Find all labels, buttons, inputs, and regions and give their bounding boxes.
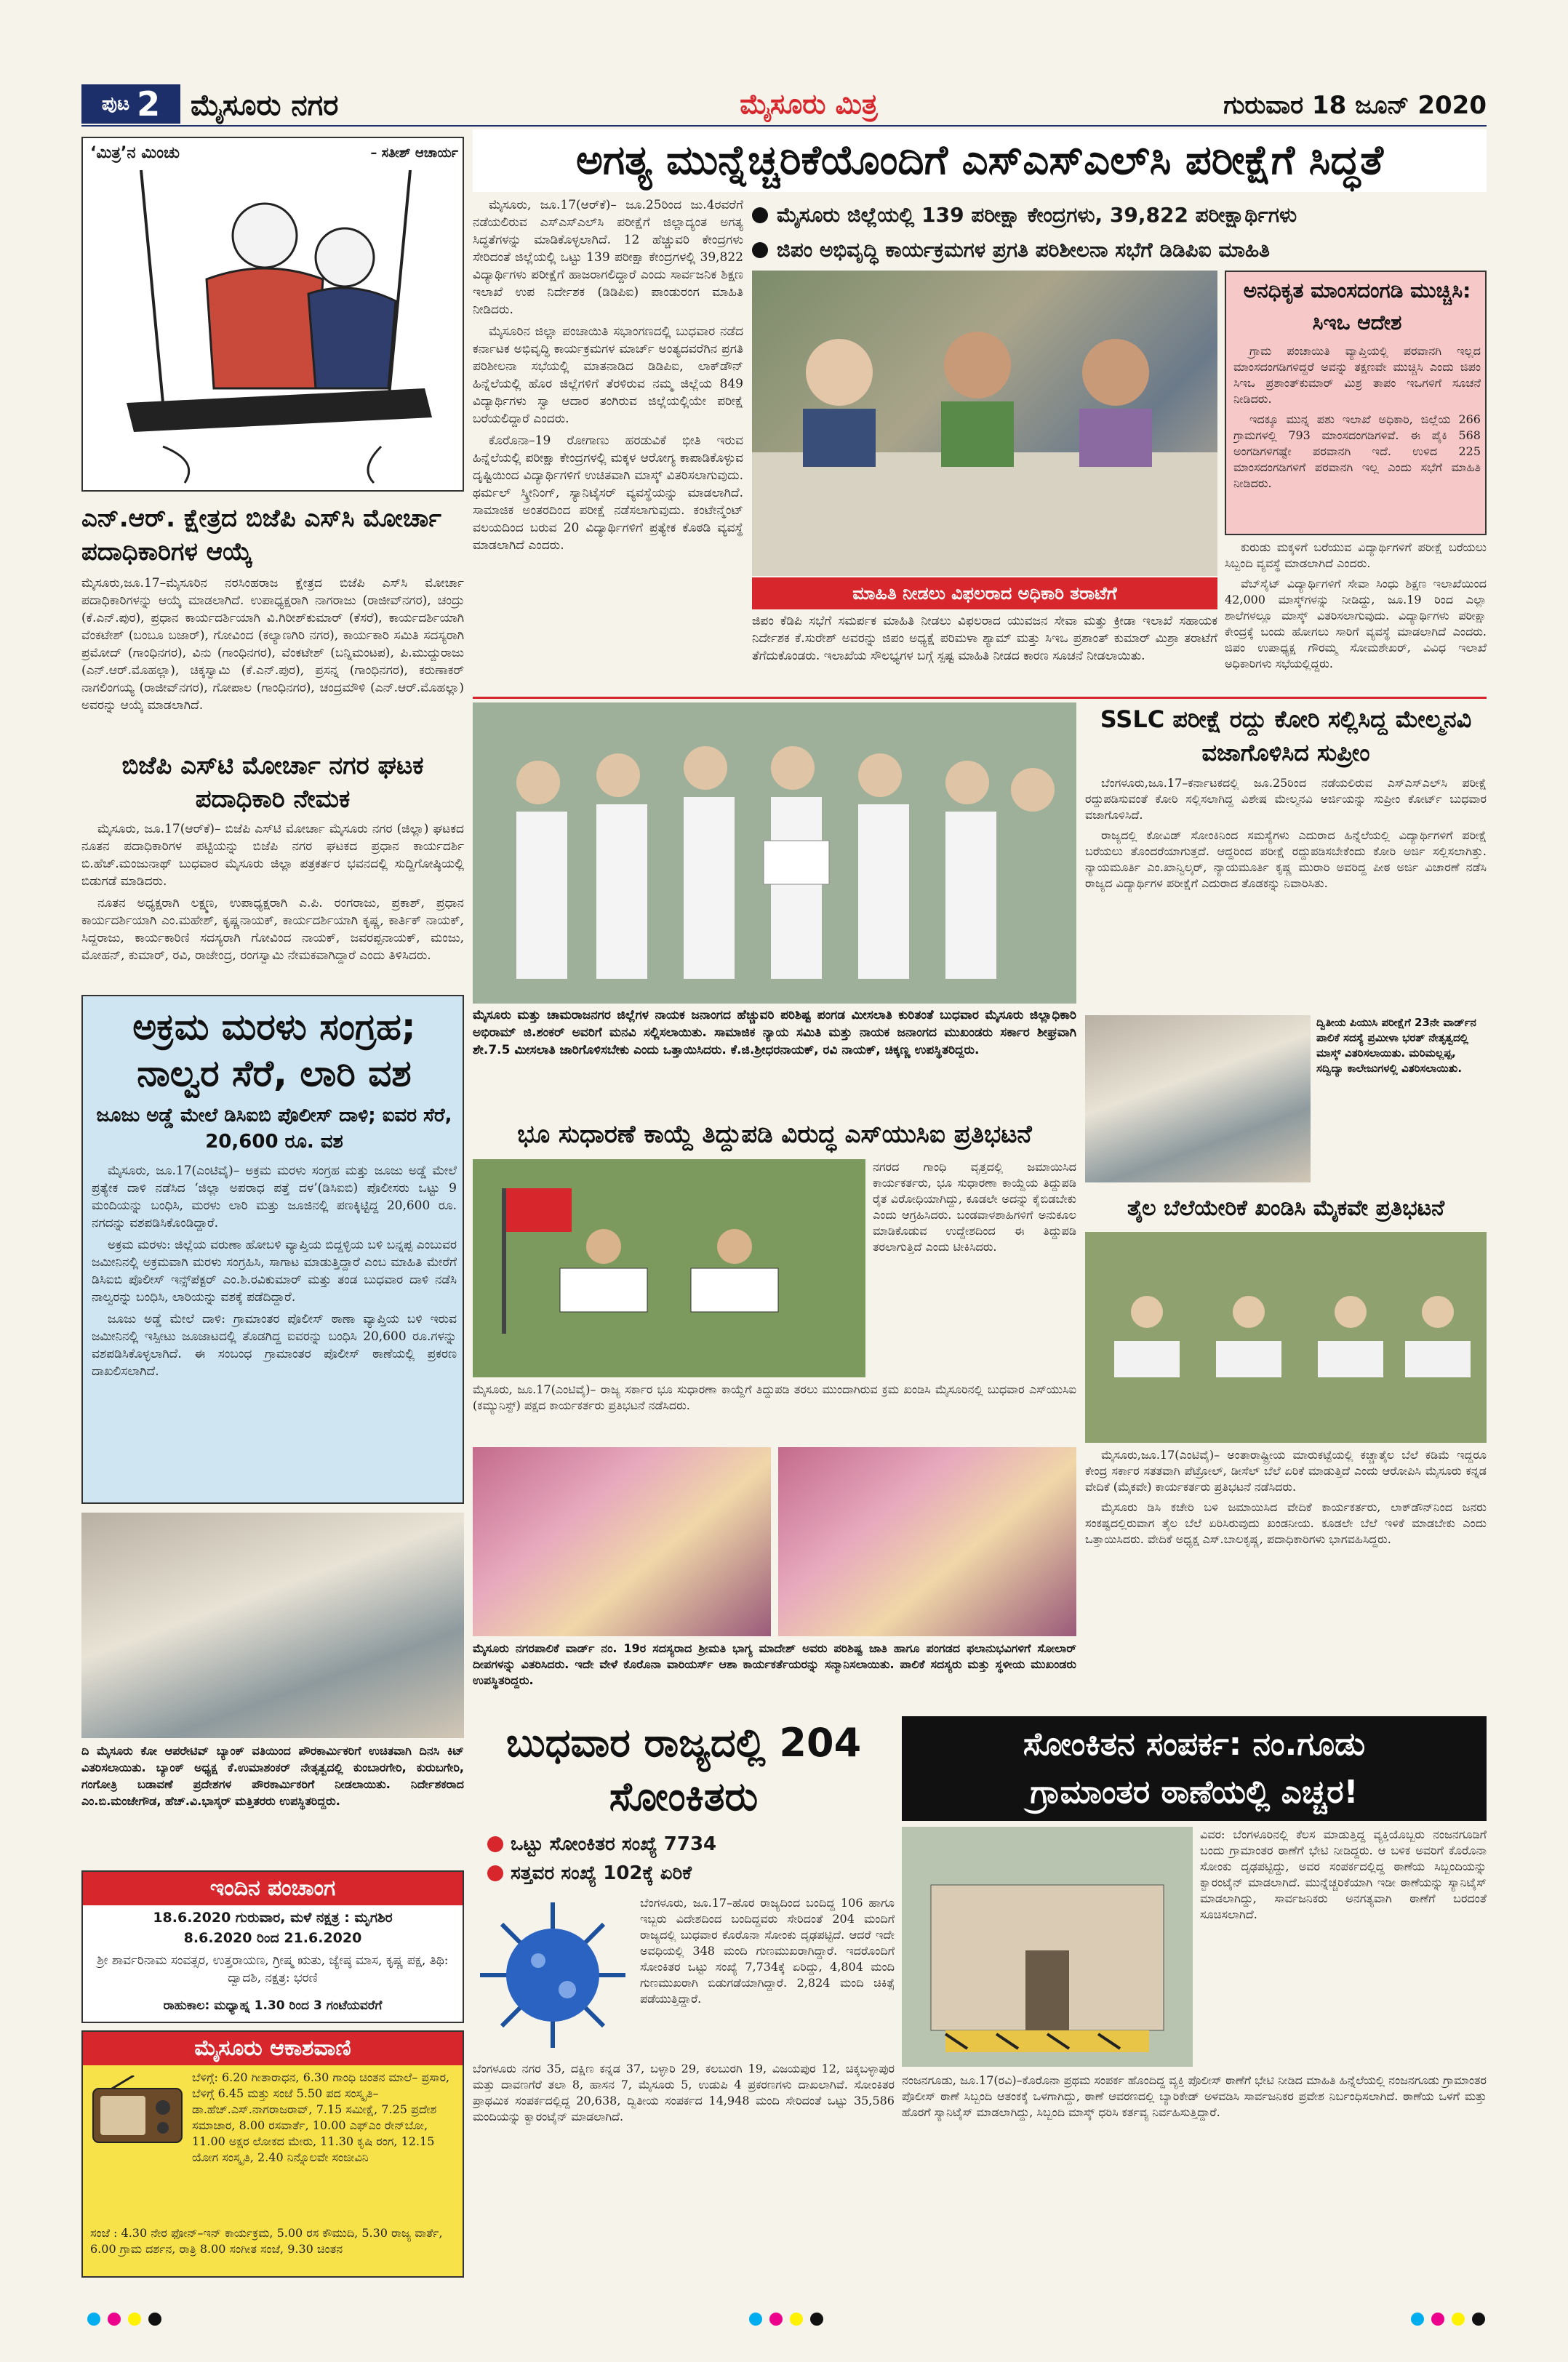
dharna-caption: ಮೈಸೂರು ಮತ್ತು ಚಾಮರಾಜನಗರ ಜಿಲ್ಲೆಗಳ ನಾಯಕ ಜನಾಂಗದ ಹೆಚ್ಚುವರಿ ಪರಿಶಿಷ್ಟ ಪಂಗಡ ಮೀಸಲಾತಿ ಕುರಿತಂತೆ ಬುಧವಾರ ಮೈಸೂರು ಜಿಲ್ಲಾಧಿಕಾರಿ ಅಭಿರಾಮ್ ಜಿ.ಶಂಕರ್ ಅವರಿಗೆ ಮನವಿ ಸಲ್ಲಿಸಲಾಯಿತು. ಸಾಮಾಜಿಕ ನ್ಯಾಯ ಸಮಿತಿ ಮತ್ತು ನಾಯಕ ಜನಾಂಗದ ಮುಖಂಡರು ಸರ್ಕಾರ ಶೀಘ್ರವಾಗಿ ಶೇ.7.5 ಮೀಸಲಾತಿ ಜಾರಿಗೊಳಿಸಬೇಕು ಎಂದು ಒತ್ತಾಯಿಸಿದರು. ಕೆ.ಜಿ.ಶ್ರೀಧರನಾಯಕ್, ರವಿ ನಾಯಕ್, ಚಿಕ್ಕಣ್ಣ ಉಪಸ್ಥಿತರಿದ್ದರು.	[473, 1008, 1076, 1057]
mask-caption: ದ್ವಿತೀಯ ಪಿಯುಸಿ ಪರೀಕ್ಷೆಗೆ 23ನೇ ವಾರ್ಡ್‌ನ ಪಾಲಿಕೆ ಸದಸ್ಯೆ ಪ್ರಮೀಳಾ ಭರತ್ ನೇತೃತ್ವದಲ್ಲಿ ಮಾಸ್ಕ್ ವಿತರಿಸಲಾಯಿತು. ಮರಿಮಲ್ಲಪ್ಪ, ಸದ್ವಿದ್ಯಾ ಕಾಲೇಜುಗಳಲ್ಲಿ ವಿತರಿಸಲಾಯಿತು.	[1316, 1016, 1476, 1075]
police-headline-1: ಸೋಂಕಿತನ ಸಂಪರ್ಕ: ನಂ.ಗೂಡು	[1023, 1726, 1366, 1763]
virus-icon	[473, 1895, 633, 2055]
radio-evening: ಸಂಜೆ : 4.30 ನೇರ ಫೋನ್–ಇನ್ ಕಾರ್ಯಕ್ರಮ, 5.00 ರಸ ಕೌಮುದಿ, 5.30 ರಾಜ್ಯ ವಾರ್ತೆ, 6.00 ಗ್ರಾಮ ದರ್ಶನ, ರಾತ್ರಿ 8.00 ಸಂಗೀತ ಸಂಜೆ, 9.30 ಚಿಂತನ	[90, 2226, 443, 2256]
section-name: ಮೈಸೂರು ನಗರ	[191, 89, 339, 122]
masthead-logo: ಮೈಸೂರು ಮಿತ್ರ	[740, 87, 878, 120]
meat-article	[1225, 271, 1487, 535]
registration-mark-cyan	[749, 2313, 762, 2326]
mask-photo	[1085, 1015, 1311, 1182]
lead-bullet-1-text: ಮೈಸೂರು ಜಿಲ್ಲೆಯಲ್ಲಿ 139 ಪರೀಕ್ಷಾ ಕೇಂದ್ರಗಳು, 39,822 ಪರೀಕ್ಷಾರ್ಥಿಗಳು	[777, 203, 1297, 227]
police-headline-2: ಗ್ರಾಮಾಂತರ ಠಾಣೆಯಲ್ಲಿ ಎಚ್ಚರ!	[1030, 1774, 1359, 1811]
registration-mark-black	[148, 2313, 161, 2326]
panchanga-date: 18.6.2020 ಗುರುವಾರ, ಮಳೆ ನಕ್ಷತ್ರ : ಮೃಗಶಿರ	[153, 1910, 393, 1926]
registration-mark-black	[810, 2313, 823, 2326]
meat-para-1: ಗ್ರಾಮ ಪಂಚಾಯಿತಿ ವ್ಯಾಪ್ತಿಯಲ್ಲಿ ಪರವಾನಗಿ ಇಲ್ಲದ ಮಾಂಸದಂಗಡಿಗಳಿದ್ದರೆ ಅವನ್ನು ತಕ್ಷಣವೇ ಮುಚ್ಚಿಸಿ ಎಂದು ಜಿಪಂ ಸಿಇಒ ಪ್ರಶಾಂತ್‌ಕುಮಾರ್ ಮಿಶ್ರ ತಾಪಂ ಇಒಗಳಿಗೆ ಸೂಚನೆ ನೀಡಿದರು.	[1233, 344, 1481, 406]
sand-para-1: ಮೈಸೂರು, ಜೂ.17(ಎಂಟಿವೈ)– ಅಕ್ರಮ ಮರಳು ಸಂಗ್ರಹ ಮತ್ತು ಜೂಜು ಅಡ್ಡೆ ಮೇಲೆ ಪ್ರತ್ಯೇಕ ದಾಳಿ ನಡೆಸಿದ ‘ಜಿಲ್ಲಾ ಅಪರಾಧ ಪತ್ತೆ ದಳ’(ಡಿಸಿಐಬಿ) ಪೊಲೀಸರು ಒಟ್ಟು 9 ಮಂದಿಯನ್ನು ಬಂಧಿಸಿ, ಮರಳು ಲಾರಿ ಮತ್ತು ಜೂಜಿನಲ್ಲಿ ಪಣಕ್ಕಿಟ್ಟಿದ್ದ 20,600 ರೂ. ನಗದನ್ನು ವಶಪಡಿಸಿಕೊಂಡಿದ್ದಾರೆ.	[92, 1164, 457, 1230]
meat-cont-1: ಕುರುಡು ಮಕ್ಕಳಿಗೆ ಬರೆಯುವ ವಿದ್ಯಾರ್ಥಿಗಳಿಗೆ ಪರೀಕ್ಷೆ ಬರೆಯಲು ಸಿಬ್ಬಂದಿ ವ್ಯವಸ್ಥೆ ಮಾಡಲಾಗಿದೆ ಎಂದರು.	[1225, 540, 1487, 570]
sand-headline: ಅಕ್ರಮ ಮರಳು ಸಂಗ್ರಹ; ನಾಲ್ವರ ಸೆರೆ, ಲಾರಿ ವಶ	[132, 1006, 416, 1094]
page-number-badge	[81, 84, 180, 124]
meat-headline: ಅನಧಿಕೃತ ಮಾಂಸದಂಗಡಿ ಮುಚ್ಚಿಸಿ: ಸಿಇಒ ಆದೇಶ	[1243, 279, 1471, 335]
bank-caption: ದಿ ಮೈಸೂರು ಕೋ ಆಪರೇಟಿವ್ ಬ್ಯಾಂಕ್ ವತಿಯಿಂದ ಪೌರಕಾರ್ಮಿಕರಿಗೆ ಉಚಿತವಾಗಿ ದಿನಸಿ ಕಿಟ್ ವಿತರಿಸಲಾಯಿತು. ಬ್ಯಾಂಕ್ ಅಧ್ಯಕ್ಷ ಕೆ.ಉಮಾಶಂಕರ್ ನೇತೃತ್ವದಲ್ಲಿ ಕುಂಬಾರಗೇರಿ, ಕುರುಬಗೇರಿ, ಗಂಗೋತ್ರಿ ಬಡಾವಣೆ ಪ್ರದೇಶಗಳ ಪೌರಕಾರ್ಮಿಕರಿಗೆ ನೀಡಲಾಯಿತು. ನಿರ್ದೇಶಕರಾದ ಎಂ.ಬಿ.ಮಂಜೇಗೌಡ, ಹೆಚ್.ವಿ.ಭಾಸ್ಕರ್ ಮತ್ತಿತರರು ಉಪಸ್ಥಿತರಿದ್ದರು.	[81, 1744, 464, 1808]
dharna-photo	[473, 702, 1076, 1004]
cartoon-title: ‘ಮಿತ್ರ’ನ ಮಿಂಚು	[90, 144, 180, 162]
bjp-st-body	[81, 820, 464, 989]
bullet-icon	[752, 207, 768, 223]
oil-para-1: ಮೈಸೂರು,ಜೂ.17(ಎಂಟಿವೈ)– ಅಂತಾರಾಷ್ಟ್ರೀಯ ಮಾರುಕಟ್ಟೆಯಲ್ಲಿ ಕಚ್ಚಾತೈಲ ಬೆಲೆ ಕಡಿಮೆ ಇದ್ದರೂ ಕೇಂದ್ರ ಸರ್ಕಾರ ಸತತವಾಗಿ ಪೆಟ್ರೋಲ್, ಡೀಸೆಲ್ ಬೆಲೆ ಏರಿಕೆ ಮಾಡುತ್ತಿದೆ ಎಂದು ಆರೋಪಿಸಿ ಮೈಸೂರು ಕನ್ನಡ ವೇದಿಕೆ (ಮೈಕವೇ) ಕಾರ್ಯಕರ್ತರು ಪ್ರತಿಭಟನೆ ನಡೆಸಿದರು.	[1085, 1448, 1487, 1494]
oil-photo	[1085, 1232, 1487, 1443]
sand-para-3: ಜೂಜು ಅಡ್ಡೆ ಮೇಲೆ ದಾಳಿ: ಗ್ರಾಮಾಂತರ ಪೊಲೀಸ್ ಠಾಣಾ ವ್ಯಾಪ್ತಿಯ ಬಳಿ ಇರುವ ಜಮೀನಿನಲ್ಲಿ ಇಸ್ಪೀಟು ಜೂಜಾಟದಲ್ಲಿ ತೊಡಗಿದ್ದ ಐವರನ್ನು ಬಂಧಿಸಿ 20,600 ರೂ.ಗಳನ್ನು ವಶಪಡಿಸಿಕೊಳ್ಳಲಾಗಿದೆ. ಈ ಸಂಬಂಧ ಗ್ರಾಮಾಂತರ ಪೊಲೀಸ್ ಠಾಣೆಯಲ್ಲಿ ಪ್ರಕರಣ ದಾಖಲಿಸಲಾಗಿದೆ.	[92, 1312, 457, 1379]
panchanga-body: ಶ್ರೀ ಶಾರ್ವರಿನಾಮ ಸಂವತ್ಸರ, ಉತ್ತರಾಯಣ, ಗ್ರೀಷ್ಮ ಋತು, ಜ್ಯೇಷ್ಠ ಮಾಸ, ಕೃಷ್ಣ ಪಕ್ಷ, ತಿಥಿ: ದ್ವಾದಶಿ, ನಕ್ಷತ್ರ: ಭರಣಿ	[97, 1953, 449, 1985]
oil-body	[1085, 1447, 1487, 1710]
sand-article	[81, 995, 464, 1504]
bullet-icon	[752, 242, 768, 258]
bjp-sc-body: ಮೈಸೂರು,ಜೂ.17–ಮೈಸೂರಿನ ನರಸಿಂಹರಾಜ ಕ್ಷೇತ್ರದ ಬಿಜೆಪಿ ಎಸ್‌ಸಿ ಮೋರ್ಚಾ ಪದಾಧಿಕಾರಿಗಳನ್ನು ಆಯ್ಕೆ ಮಾಡಲಾಗಿದೆ. ಉಪಾಧ್ಯಕ್ಷರಾಗಿ ನಾಗರಾಜು (ರಾಜೀವ್‌ನಗರ), ಚಂದ್ರು (ಕೆ.ಎನ್.ಪುರ), ಪ್ರಧಾನ ಕಾರ್ಯದರ್ಶಿಯಾಗಿ ವಿ.ಗಿರೀಶ್‌ಕುಮಾರ್ (ಕೆಸರೆ), ಕಾರ್ಯದರ್ಶಿಯಾಗಿ ವೆಂಕಟೇಶ್ (ಬಂಬೂ ಬಜಾರ್), ಗೋವಿಂದ (ಕಲ್ಯಾಣಗಿರಿ ನಗರ), ಕಾರ್ಯಕಾರಿ ಸಮಿತಿ ಸದಸ್ಯರಾಗಿ ಪ್ರಮೋದ್ (ಗಾಂಧಿನಗರ), ವಿನು (ಗಾಂಧಿನಗರ), ವೆಂಕಟೇಶ್ (ಬನ್ನಿಮಂಟಪ), ಪಿ.ಮುದ್ದುರಾಜು (ಎನ್.ಆರ್.ಮೊಹಲ್ಲಾ), ಚಿಕ್ಕಸ್ವಾಮಿ (ಕೆ.ಎನ್.ಪುರ), ಪ್ರಸನ್ನ (ಗಾಂಧಿನಗರ), ಕರುಣಾಕರ್ ನಾಗಲಿಂಗಯ್ಯ (ರಾಜೀವ್‌ನಗರ), ಗೋಪಾಲ (ಗಾಂಧಿನಗರ), ಚಂದ್ರಮೌಳಿ (ಎನ್.ಆರ್.ಮೊಹಲ್ಲಾ) ಅವರನ್ನು ಆಯ್ಕೆ ಮಾಡಲಾಗಿದೆ.	[81, 576, 464, 713]
covid-headline: ಬುಧವಾರ ರಾಜ್ಯದಲ್ಲಿ 204 ಸೋಂಕಿತರು	[505, 1720, 862, 1819]
lead-para-1: ಮೈಸೂರು, ಜೂ.17(ಆರ್‌ಕೆ)– ಜೂ.25ರಿಂದ ಜು.4ರವರೆಗೆ ನಡೆಯಲಿರುವ ಎಸ್‌ಎಸ್‌ಎಲ್‌ಸಿ ಪರೀಕ್ಷೆಗೆ ಜಿಲ್ಲಾದ್ಯಂತ ಅಗತ್ಯ ಸಿದ್ಧತೆಗಳನ್ನು ಮಾಡಿಕೊಳ್ಳಲಾಗಿದೆ. 12 ಹೆಚ್ಚುವರಿ ಕೇಂದ್ರಗಳು ಸೇರಿದಂತೆ ಜಿಲ್ಲೆಯಲ್ಲಿ ಒಟ್ಟು 139 ಪರೀಕ್ಷಾ ಕೇಂದ್ರಗಳಲ್ಲಿ 39,822 ವಿದ್ಯಾರ್ಥಿಗಳು ಪರೀಕ್ಷೆಗೆ ಹಾಜರಾಗಲಿದ್ದಾರೆ ಎಂದು ಸಾರ್ವಜನಿಕ ಶಿಕ್ಷಣ ಇಲಾಖೆ ಉಪ ನಿರ್ದೇಶಕ (ಡಿಡಿಪಿಐ) ಪಾಂಡುರಂಗ ಮಾಹಿತಿ ನೀಡಿದರು.	[473, 198, 743, 317]
bjp-sc-headline: ಎನ್.ಆರ್. ಕ್ಷೇತ್ರದ ಬಿಜೆಪಿ ಎಸ್‌ಸಿ ಮೋರ್ಚಾ ಪದಾಧಿಕಾರಿಗಳ ಆಯ್ಕೆ	[81, 504, 441, 567]
registration-mark-magenta	[108, 2313, 121, 2326]
cartoon-illustration	[97, 170, 451, 484]
radio-icon	[90, 2075, 185, 2145]
lead-headline: ಅಗತ್ಯ ಮುನ್ನೆಚ್ಚರಿಕೆಯೊಂದಿಗೆ ಎಸ್‌ಎಸ್‌ಎಲ್‌ಸಿ ಪರೀಕ್ಷೆಗೆ ಸಿದ್ಧತೆ	[575, 137, 1383, 184]
sslc-cancel-body	[1085, 775, 1487, 1011]
panchanga-rahu: ರಾಹುಕಾಲ: ಮಧ್ಯಾಹ್ನ 1.30 ರಿಂದ 3 ಗಂಟೆಯವರೆಗೆ	[163, 1998, 383, 2013]
registration-mark-magenta	[769, 2313, 783, 2326]
panchanga-title: ಇಂದಿನ ಪಂಚಾಂಗ	[83, 1872, 463, 1905]
bullet-icon	[487, 1865, 503, 1881]
sslc-cancel-para-1: ಬೆಂಗಳೂರು,ಜೂ.17–ಕರ್ನಾಟಕದಲ್ಲಿ ಜೂ.25ರಿಂದ ನಡೆಯಲಿರುವ ಎಸ್‌ಎಸ್‌ಎಲ್‌ಸಿ ಪರೀಕ್ಷೆ ರದ್ದುಪಡಿಸುವಂತೆ ಕೋರಿ ಸಲ್ಲಿಸಲಾಗಿದ್ದ ವಿಶೇಷ ಮೇಲ್ಮನವಿ ಅರ್ಜಿಯನ್ನು ಸುಪ್ರೀಂ ಕೋರ್ಟ್ ಬುಧವಾರ ವಜಾಗೊಳಿಸಿದೆ.	[1085, 776, 1487, 822]
police-side-text: ವಿವರ: ಬೆಂಗಳೂರಿನಲ್ಲಿ ಕೆಲಸ ಮಾಡುತ್ತಿದ್ದ ವ್ಯಕ್ತಿಯೊಬ್ಬರು ನಂಜನಗೂಡಿಗೆ ಬಂದು ಗ್ರಾಮಾಂತರ ಠಾಣೆಗೆ ಭೇಟಿ ನೀಡಿದ್ದರು. ಆ ಬಳಿಕ ಅವರಿಗೆ ಕೊರೊನಾ ಸೋಂಕು ದೃಢಪಟ್ಟಿದ್ದು, ಅವರ ಸಂಪರ್ಕದಲ್ಲಿದ್ದ ಠಾಣೆಯ ಸಿಬ್ಬಂದಿಯನ್ನು ಕ್ವಾರಂಟೈನ್ ಮಾಡಲಾಗಿದೆ. ಮುನ್ನೆಚ್ಚರಿಕೆಯಾಗಿ ಇಡೀ ಠಾಣೆಯನ್ನು ಸ್ಯಾನಿಟೈಸ್ ಮಾಡಲಾಗಿದ್ದು, ಸಾರ್ವಜನಿಕರು ಅನಗತ್ಯವಾಗಿ ಠಾಣೆಗೆ ಬರದಂತೆ ಸೂಚಿಸಲಾಗಿದೆ.	[1200, 1827, 1487, 1921]
oil-para-2: ಮೈಸೂರು ಡಿಸಿ ಕಚೇರಿ ಬಳಿ ಜಮಾಯಿಸಿದ ವೇದಿಕೆ ಕಾರ್ಯಕರ್ತರು, ಲಾಕ್‌ಡೌನ್‌ನಿಂದ ಜನರು ಸಂಕಷ್ಟದಲ್ಲಿರುವಾಗ ತೈಲ ಬೆಲೆ ಏರಿಸಿರುವುದು ಖಂಡನೀಯ. ಕೂಡಲೇ ಬೆಲೆ ಇಳಿಕೆ ಮಾಡಬೇಕು ಎಂದು ಒತ್ತಾಯಿಸಿದರು. ವೇದಿಕೆ ಅಧ್ಯಕ್ಷ ಎಸ್.ಬಾಲಕೃಷ್ಣ, ಪದಾಧಿಕಾರಿಗಳು ಭಾಗವಹಿಸಿದ್ದರು.	[1085, 1500, 1487, 1546]
bjp-st-headline: ಬಿಜೆಪಿ ಎಸ್‌ಟಿ ಮೋರ್ಚಾ ನಗರ ಘಟಕ ಪದಾಧಿಕಾರಿ ನೇಮಕ	[121, 751, 424, 814]
land-body-right: ನಗರದ ಗಾಂಧಿ ವೃತ್ತದಲ್ಲಿ ಜಮಾಯಿಸಿದ ಕಾರ್ಯಕರ್ತರು, ಭೂ ಸುಧಾರಣಾ ಕಾಯ್ದೆಯ ತಿದ್ದುಪಡಿ ರೈತ ವಿರೋಧಿಯಾಗಿದ್ದು, ಕೂಡಲೇ ಅದನ್ನು ಕೈಬಿಡಬೇಕು ಎಂದು ಆಗ್ರಹಿಸಿದರು. ಬಂಡವಾಳಶಾಹಿಗಳಿಗೆ ಅನುಕೂಲ ಮಾಡಿಕೊಡುವ ಉದ್ದೇಶದಿಂದ ಈ ತಿದ್ದುಪಡಿ ತರಲಾಗುತ್ತಿದೆ ಎಂದು ಟೀಕಿಸಿದರು.	[873, 1160, 1076, 1254]
lead-photo-caption-bar: ಮಾಹಿತಿ ನೀಡಲು ವಿಫಲರಾದ ಅಧಿಕಾರಿ ತರಾಟೆಗೆ	[752, 577, 1217, 609]
lead-photo	[752, 271, 1217, 576]
lead-bullet-2	[752, 233, 1487, 268]
solar-photo-left	[473, 1447, 771, 1636]
covid-bullet-2-text: ಸತ್ತವರ ಸಂಖ್ಯೆ 102ಕ್ಕೆ ಏರಿಕೆ	[511, 1862, 692, 1884]
section-divider	[473, 697, 1487, 699]
registration-mark-cyan	[1411, 2313, 1424, 2326]
bank-photo	[81, 1513, 464, 1738]
bjp-sc-article	[81, 502, 464, 743]
page-number: 2	[137, 84, 161, 124]
lead-headline-band	[473, 129, 1487, 192]
solar-photo-right	[778, 1447, 1076, 1636]
solar-caption: ಮೈಸೂರು ನಗರಪಾಲಿಕೆ ವಾರ್ಡ್ ನಂ. 19ರ ಸದಸ್ಯರಾದ ಶ್ರೀಮತಿ ಭಾಗ್ಯ ಮಾದೇಶ್ ಅವರು ಪರಿಶಿಷ್ಟ ಜಾತಿ ಹಾಗೂ ಪಂಗಡದ ಫಲಾನುಭವಿಗಳಿಗೆ ಸೋಲಾರ್ ದೀಪಗಳನ್ನು ವಿತರಿಸಿದರು. ಇದೇ ವೇಳೆ ಕೊರೊನಾ ವಾರಿಯರ್ಸ್ ಆಶಾ ಕಾರ್ಯಕರ್ತೆಯರನ್ನು ಸನ್ಮಾನಿಸಲಾಯಿತು. ಪಾಲಿಕೆ ಸದಸ್ಯರು ಮತ್ತು ಸ್ಥಳೀಯ ಮುಖಂಡರು ಉಪಸ್ಥಿತರಿದ್ದರು.	[473, 1641, 1076, 1687]
header-divider	[81, 125, 1487, 127]
meat-cont-2: ವೆಬ್‌ಸೈಟ್ ವಿದ್ಯಾರ್ಥಿಗಳಿಗೆ ಸೇವಾ ಸಿಂಧು ಶಿಕ್ಷಣ ಇಲಾಖೆಯಿಂದ 42,000 ಮಾಸ್ಕ್‌ಗಳನ್ನು ನೀಡಿದ್ದು, ಜೂ.19 ರಿಂದ ಎಲ್ಲಾ ಶಾಲೆಗಳಲ್ಲೂ ಮಾಸ್ಕ್ ವಿತರಿಸಲಾಗುವುದು. ವಿದ್ಯಾರ್ಥಿಗಳು ಪರೀಕ್ಷಾ ಕೇಂದ್ರಕ್ಕೆ ಬಂದು ಹೋಗಲು ಸಾರಿಗೆ ವ್ಯವಸ್ಥೆ ಮಾಡಲಾಗಿದೆ ಎಂದರು. ಜಿಪಂ ಉಪಾಧ್ಯಕ್ಷ ಗೌರಮ್ಮ ಸೋಮಶೇಖರ್, ವಿವಿಧ ಇಲಾಖೆ ಅಧಿಕಾರಿಗಳು ಸಭೆಯಲ್ಲಿದ್ದರು.	[1225, 577, 1487, 670]
covid-bullets	[487, 1830, 895, 1888]
bullet-icon	[487, 1836, 503, 1852]
police-body: ನಂಜನಗೂಡು, ಜೂ.17(ರವಿ)–ಕೊರೊನಾ ಪ್ರಥಮ ಸಂಪರ್ಕ ಹೊಂದಿದ್ದ ವ್ಯಕ್ತಿ ಪೊಲೀಸ್ ಠಾಣೆಗೆ ಭೇಟಿ ನೀಡಿದ ಮಾಹಿತಿ ಹಿನ್ನೆಲೆಯಲ್ಲಿ ನಂಜನಗೂಡು ಗ್ರಾಮಾಂತರ ಪೊಲೀಸ್ ಠಾಣೆ ಸಿಬ್ಬಂದಿ ಆತಂಕಕ್ಕೆ ಒಳಗಾಗಿದ್ದು, ಠಾಣೆ ಆವರಣದಲ್ಲಿ ಬ್ಯಾರಿಕೇಡ್ ಅಳವಡಿಸಿ ಸಾರ್ವಜನಿಕರ ಪ್ರವೇಶ ನಿರ್ಬಂಧಿಸಲಾಗಿದೆ. ಠಾಣೆಯ ಒಳಗೆ ಮತ್ತು ಹೊರಗೆ ಸ್ಯಾನಿಟೈಸ್ ಮಾಡಲಾಗಿದ್ದು, ಸಿಬ್ಬಂದಿ ಮಾಸ್ಕ್ ಧರಿಸಿ ಕರ್ತವ್ಯ ನಿರ್ವಹಿಸುತ್ತಿದ್ದಾರೆ.	[902, 2073, 1487, 2119]
registration-mark-yellow	[1452, 2313, 1465, 2326]
land-body-left: ಮೈಸೂರು, ಜೂ.17(ಎಂಟಿವೈ)– ರಾಜ್ಯ ಸರ್ಕಾರ ಭೂ ಸುಧಾರಣಾ ಕಾಯ್ದೆಗೆ ತಿದ್ದುಪಡಿ ತರಲು ಮುಂದಾಗಿರುವ ಕ್ರಮ ಖಂಡಿಸಿ ಮೈಸೂರಿನಲ್ಲಿ ಬುಧವಾರ ಎಸ್‌ಯುಸಿಐ (ಕಮ್ಯುನಿಸ್ಟ್) ಪಕ್ಷದ ಕಾರ್ಯಕರ್ತರು ಪ್ರತಿಭಟನೆ ನಡೆಸಿದರು.	[473, 1382, 1076, 1412]
police-headline-box	[902, 1716, 1487, 1821]
panchanga-box	[81, 1870, 464, 2023]
radio-box	[81, 2030, 464, 2278]
bjp-st-article	[81, 749, 464, 989]
radio-title: ಮೈಸೂರು ಆಕಾಶವಾಣಿ	[83, 2032, 463, 2065]
radio-morning: ಬೆಳಿಗ್ಗೆ: 6.20 ಗೀತಾರಾಧನ, 6.30 ಗಾಂಧಿ ಚಿಂತನ ಮಾಲೆ– ಪ್ರಸಾರ, ಬೆಳಿಗ್ಗೆ 6.45 ಮತ್ತು ಸಂಜೆ 5.50 ಪದ ಸಂಸ್ಕೃತಿ–ಡಾ.ಹೆಚ್.ಎಸ್.ನಾಗರಾಜರಾವ್, 7.15 ಸಮೀಕ್ಷೆ, 7.25 ಪ್ರದೇಶ ಸಮಾಚಾರ, 8.00 ರಸವಾರ್ತೆ, 10.00 ಎಫ್‌ಎಂ ರೇನ್‌ಬೋ, 11.00 ಅಕ್ಷರ ಲೋಕದ ಮೇರು, 11.30 ಕೃಷಿ ರಂಗ, 12.15 ಯೋಗ ಸಂಸ್ಕೃತಿ, 2.40 ನಿನ್ನೊಲವೇ ಸಂಜೀವಿನಿ	[192, 2070, 450, 2164]
oil-headline: ತೈಲ ಬೆಲೆಯೇರಿಕೆ ಖಂಡಿಸಿ ಮೈಕವೇ ಪ್ರತಿಭಟನೆ	[1127, 1196, 1445, 1221]
police-station-photo	[902, 1827, 1193, 2067]
lead-bullet-2-text: ಜಿಪಂ ಅಭಿವೃದ್ಧಿ ಕಾರ್ಯಕ್ರಮಗಳ ಪ್ರಗತಿ ಪರಿಶೀಲನಾ ಸಭೆಗೆ ಡಿಡಿಪಿಐ ಮಾಹಿತಿ	[777, 238, 1271, 262]
page-header	[81, 81, 1487, 127]
sslc-cancel-article	[1085, 702, 1487, 1011]
lead-para-2: ಮೈಸೂರಿನ ಜಿಲ್ಲಾ ಪಂಚಾಯಿತಿ ಸಭಾಂಗಣದಲ್ಲಿ ಬುಧವಾರ ನಡೆದ ಕರ್ನಾಟಕ ಅಭಿವೃದ್ಧಿ ಕಾರ್ಯಕ್ರಮಗಳ ಮಾರ್ಚ್ ಅಂತ್ಯದವರೆಗಿನ ಪ್ರಗತಿ ಪರಿಶೀಲನಾ ಸಭೆಯಲ್ಲಿ ಮಾತನಾಡಿದ ಡಿಡಿಪಿಐ, ಲಾಕ್‌ಡೌನ್ ಹಿನ್ನೆಲೆಯಲ್ಲಿ ಹೊರ ಜಿಲ್ಲೆಗಳಿಗೆ ತೆರಳಿರುವ ನಮ್ಮ ಜಿಲ್ಲೆಯ 849 ವಿದ್ಯಾರ್ಥಿಗಳು ಸ್ವಾ ಆದಾರ ತಂಗಿರುವ ಜಿಲ್ಲೆಯಲ್ಲಿಯೇ ಪರೀಕ್ಷೆ ಬರೆಯಲಿದ್ದಾರೆ ಎಂದರು.	[473, 324, 743, 426]
cartoon-artist: – ಸತೀಶ್ ಆಚಾರ್ಯ	[370, 145, 458, 161]
meat-continuation	[1225, 540, 1487, 691]
covid-bullet-1-text: ಒಟ್ಟು ಸೋಂಕಿತರ ಸಂಖ್ಯೆ 7734	[511, 1833, 717, 1855]
sand-subhead: ಜೂಜು ಅಡ್ಡೆ ಮೇಲೆ ಡಿಸಿಐಬಿ ಪೊಲೀಸ್ ದಾಳಿ; ಐವರ ಸೆರೆ, 20,600 ರೂ. ವಶ	[96, 1105, 452, 1153]
registration-mark-cyan	[87, 2313, 100, 2326]
lead-bullets	[752, 198, 1487, 268]
meat-para-2: ಇದಕ್ಕೂ ಮುನ್ನ ಪಶು ಇಲಾಖೆ ಅಧಿಕಾರಿ, ಜಿಲ್ಲೆಯ 266 ಗ್ರಾಮಗಳಲ್ಲಿ 793 ಮಾಂಸದಂಗಡಿಗಳಿವೆ. ಈ ಪೈಕಿ 568 ಅಂಗಡಿಗಳಿಗಷ್ಟೇ ಪರವಾನಗಿ ಇದೆ. ಉಳಿದ 225 ಮಾಂಸದಂಗಡಿಗಳಿಗೆ ಪರವಾನಗಿ ಇಲ್ಲ ಎಂದು ಸಭೆಗೆ ಮಾಹಿತಿ ನೀಡಿದರು.	[1233, 412, 1481, 490]
meat-body	[1233, 343, 1481, 532]
land-photo	[473, 1159, 865, 1377]
covid-body-2: ಬೆಂಗಳೂರು ನಗರ 35, ದಕ್ಷಿಣ ಕನ್ನಡ 37, ಬಳ್ಳಾರಿ 29, ಕಲಬುರಗಿ 19, ವಿಜಯಪುರ 12, ಚಿಕ್ಕಬಳ್ಳಾಪುರ ಮತ್ತು ದಾವಣಗೆರೆ ತಲಾ 8, ಹಾಸನ 7, ಮೈಸೂರು 5, ಉಡುಪಿ 4 ಪ್ರಕರಣಗಳು ದಾಖಲಾಗಿವೆ. ಸೋಂಕಿತರ ಪ್ರಾಥಮಿಕ ಸಂಪರ್ಕದಲ್ಲಿದ್ದ 20,638, ದ್ವಿತೀಯ ಸಂಪರ್ಕದ 14,948 ಮಂದಿ ಸೇರಿದಂತೆ ಒಟ್ಟು 35,586 ಮಂದಿಯನ್ನು ಕ್ವಾರಂಟೈನ್ ಮಾಡಲಾಗಿದೆ.	[473, 2062, 895, 2123]
sslc-cancel-para-2: ರಾಜ್ಯದಲ್ಲಿ ಕೋವಿಡ್ ಸೋಂಕಿನಿಂದ ಸಮಸ್ಯೆಗಳು ಎದುರಾದ ಹಿನ್ನೆಲೆಯಲ್ಲಿ ವಿದ್ಯಾರ್ಥಿಗಳಿಗೆ ಪರೀಕ್ಷೆ ಬರೆಯಲು ತೊಂದರೆಯಾಗುತ್ತದೆ. ಆದ್ದರಿಂದ ಪರೀಕ್ಷೆ ರದ್ದುಪಡಿಸಬೇಕೆಂದು ಕೋರಿ ಅರ್ಜಿ ಸಲ್ಲಿಸಲಾಗಿತ್ತು. ನ್ಯಾಯಮೂರ್ತಿ ಎಂ.ಖಾನ್ವಿಲ್ಕರ್, ನ್ಯಾಯಮೂರ್ತಿ ಕೃಷ್ಣ ಮುರಾರಿ ಅವರಿದ್ದ ಪೀಠ ಅರ್ಜಿ ವಿಚಾರಣೆ ನಡೆಸಿ ರಾಜ್ಯದ ವಿದ್ಯಾರ್ಥಿಗಳ ಪರೀಕ್ಷೆಗೆ ಎದುರಾದ ತೊಡಕನ್ನು ನಿವಾರಿಸಿತು.	[1085, 828, 1487, 890]
panchanga-range: 8.6.2020 ರಿಂದ 21.6.2020	[183, 1930, 362, 1946]
issue-date: ಗುರುವಾರ 18 ಜೂನ್ 2020	[1223, 91, 1487, 120]
covid-bullet-2	[487, 1859, 895, 1888]
covid-article	[473, 1716, 895, 2298]
bjp-st-para-1: ಮೈಸೂರು, ಜೂ.17(ಆರ್‌ಕೆ)– ಬಿಜೆಪಿ ಎಸ್‌ಟಿ ಮೋರ್ಚಾ ಮೈಸೂರು ನಗರ (ಜಿಲ್ಲಾ) ಘಟಕದ ನೂತನ ಪದಾಧಿಕಾರಿಗಳ ಪಟ್ಟಿಯನ್ನು ಬಿಜೆಪಿ ನಗರ ಘಟಕದ ಪ್ರಧಾನ ಕಾರ್ಯದರ್ಶಿ ಬಿ.ಹೆಚ್.ಮಂಜುನಾಥ್ ಬುಧವಾರ ಮೈಸೂರು ಜಿಲ್ಲಾ ಪತ್ರಕರ್ತರ ಭವನದಲ್ಲಿ ಸುದ್ದಿಗೋಷ್ಠಿಯಲ್ಲಿ ಬಿಡುಗಡೆ ಮಾಡಿದರು.	[81, 822, 464, 889]
covid-body-1: ಬೆಂಗಳೂರು, ಜೂ.17–ಹೊರ ರಾಜ್ಯದಿಂದ ಬಂದಿದ್ದ 106 ಹಾಗೂ ಇಬ್ಬರು ವಿದೇಶದಿಂದ ಬಂದಿದ್ದವರು ಸೇರಿದಂತೆ 204 ಮಂದಿಗೆ ರಾಜ್ಯದಲ್ಲಿ ಬುಧವಾರ ಕೊರೊನಾ ಸೋಂಕು ದೃಢಪಟ್ಟಿದೆ. ಆದರೆ ಇದೇ ಅವಧಿಯಲ್ಲಿ 348 ಮಂದಿ ಗುಣಮುಖರಾಗಿದ್ದಾರೆ. ಇದರೊಂದಿಗೆ ಸೋಂಕಿತರ ಒಟ್ಟು ಸಂಖ್ಯೆ 7,734ಕ್ಕೆ ಏರಿದ್ದು, 4,804 ಮಂದಿ ಗುಣಮುಖರಾಗಿ ಬಿಡುಗಡೆಯಾಗಿದ್ದಾರೆ. 2,824 ಮಂದಿ ಚಿಕಿತ್ಸೆ ಪಡೆಯುತ್ತಿದ್ದಾರೆ.	[640, 1896, 895, 2006]
registration-mark-magenta	[1431, 2313, 1444, 2326]
registration-mark-yellow	[128, 2313, 141, 2326]
bjp-st-para-2: ನೂತನ ಅಧ್ಯಕ್ಷರಾಗಿ ಲಕ್ಷ್ಮಣ, ಉಪಾಧ್ಯಕ್ಷರಾಗಿ ಎ.ಪಿ. ರಂಗರಾಜು, ಪ್ರಕಾಶ್, ಪ್ರಧಾನ ಕಾರ್ಯದರ್ಶಿಯಾಗಿ ಎಂ.ಮಹೇಶ್, ಕೃಷ್ಣನಾಯಕ್, ಕಾರ್ಯದರ್ಶಿಯಾಗಿ ಕೃಷ್ಣ, ಕಾರ್ತಿಕ್ ನಾಯಕ್, ಸಿದ್ದರಾಜು, ಕಾರ್ಯಕಾರಿಣಿ ಸದಸ್ಯರಾಗಿ ಗೋವಿಂದ ನಾಯಕ್, ಜವರಪ್ಪನಾಯಕ್, ಮಂಜು, ಮೋಹನ್, ಕುಮಾರ್, ರವಿ, ರಾಜೇಂದ್ರ, ರಂಗಸ್ವಾಮಿ ನೇಮಕವಾಗಿದ್ದಾರೆ ಎಂದು ತಿಳಿಸಿದರು.	[81, 896, 464, 963]
cartoon-box	[81, 137, 464, 492]
registration-mark-black	[1472, 2313, 1485, 2326]
sand-para-2: ಅಕ್ರಮ ಮರಳು: ಜಿಲ್ಲೆಯ ವರುಣಾ ಹೋಬಳಿ ವ್ಯಾಪ್ತಿಯ ಬಿದ್ದಳ್ಳಿಯ ಬಳಿ ಬನ್ನಪ್ಪ ಎಂಬುವರ ಜಮೀನಿನಲ್ಲಿ ಅಕ್ರಮವಾಗಿ ಮರಳು ಸಂಗ್ರಹಿಸಿ, ಸಾಗಾಟ ಮಾಡುತ್ತಿದ್ದಾರೆ ಎಂಬ ಮಾಹಿತಿ ಮೇರೆಗೆ ಡಿಸಿಐಬಿ ಪೊಲೀಸ್ ಇನ್ಸ್‌ಪೆಕ್ಟರ್ ಎಂ.ಶಿ.ರವಿಕುಮಾರ್ ಮತ್ತು ತಂಡ ಬುಧವಾರ ದಾಳಿ ನಡೆಸಿ ನಾಲ್ವರನ್ನು ಬಂಧಿಸಿ, ಲಾರಿಯನ್ನು ವಶಕ್ಕೆ ಪಡೆದಿದ್ದಾರೆ.	[92, 1238, 457, 1305]
lead-bullet-1	[752, 198, 1487, 233]
lead-para-3: ಕೊರೊನಾ–19 ರೋಗಾಣು ಹರಡುವಿಕೆ ಭೀತಿ ಇರುವ ಹಿನ್ನೆಲೆಯಲ್ಲಿ ಪರೀಕ್ಷಾ ಕೇಂದ್ರಗಳಲ್ಲಿ ಮಕ್ಕಳ ಆರೋಗ್ಯ ಕಾಪಾಡಿಕೊಳ್ಳುವ ದೃಷ್ಟಿಯಿಂದ ವಿದ್ಯಾರ್ಥಿಗಳಿಗೆ ಉಚಿತವಾಗಿ ಮಾಸ್ಕ್ ವಿತರಿಸಲಾಗುವುದು. ಥರ್ಮಲ್ ಸ್ಕ್ರೀನಿಂಗ್, ಸ್ಯಾನಿಟೈಸರ್ ವ್ಯವಸ್ಥೆಯನ್ನು ಮಾಡಲಾಗಿದೆ. ಸಾಮಾಜಿಕ ಅಂತರದಿಂದ ಪರೀಕ್ಷೆ ನಡೆಸಲಾಗುವುದು. ಕಂಟೇನ್ಮೆಂಟ್ ವಲಯದಿಂದ ಬರುವ 20 ವಿದ್ಯಾರ್ಥಿಗಳಿಗೆ ಪ್ರತ್ಯೇಕ ಕೊಠಡಿ ವ್ಯವಸ್ಥೆ ಮಾಡಲಾಗಿದೆ ಎಂದರು.	[473, 433, 743, 553]
page-label: ಪುಟ	[101, 92, 130, 115]
covid-bullet-1	[487, 1830, 895, 1859]
registration-mark-yellow	[790, 2313, 803, 2326]
land-headline: ಭೂ ಸುಧಾರಣೆ ಕಾಯ್ದೆ ತಿದ್ದುಪಡಿ ವಿರುದ್ಧ ಎಸ್‌ಯುಸಿಐ ಪ್ರತಿಭಟನೆ	[517, 1120, 1032, 1149]
lead-photo-caption-body: ಜಿಪಂ ಕೆಡಿಪಿ ಸಭೆಗೆ ಸಮರ್ಪಕ ಮಾಹಿತಿ ನೀಡಲು ವಿಫಲರಾದ ಯುವಜನ ಸೇವಾ ಮತ್ತು ಕ್ರೀಡಾ ಇಲಾಖೆ ಸಹಾಯಕ ನಿರ್ದೇಶಕ ಕೆ.ಸುರೇಶ್ ಅವರನ್ನು ಜಿಪಂ ಅಧ್ಯಕ್ಷೆ ಪರಿಮಳಾ ಶ್ಯಾಮ್ ಮತ್ತು ಸಿಇಒ ಪ್ರಶಾಂತ್ ಕುಮಾರ್ ಮಿಶ್ರಾ ತರಾಟೆಗೆ ತೆಗೆದುಕೊಂಡರು. ಇಲಾಖೆಯ ಸೌಲಭ್ಯಗಳ ಬಗ್ಗೆ ಸ್ಪಷ್ಟ ಮಾಹಿತಿ ನೀಡದ ಕಾರಣ ಸೂಚನೆ ನೀಡಲಾಯಿತು.	[752, 614, 1217, 663]
sslc-cancel-headline: SSLC ಪರೀಕ್ಷೆ ರದ್ದು ಕೋರಿ ಸಲ್ಲಿಸಿದ್ದ ಮೇಲ್ಮನವಿ ವಜಾಗೊಳಿಸಿದ ಸುಪ್ರೀಂ	[1100, 705, 1472, 766]
sand-body	[92, 1162, 457, 1498]
